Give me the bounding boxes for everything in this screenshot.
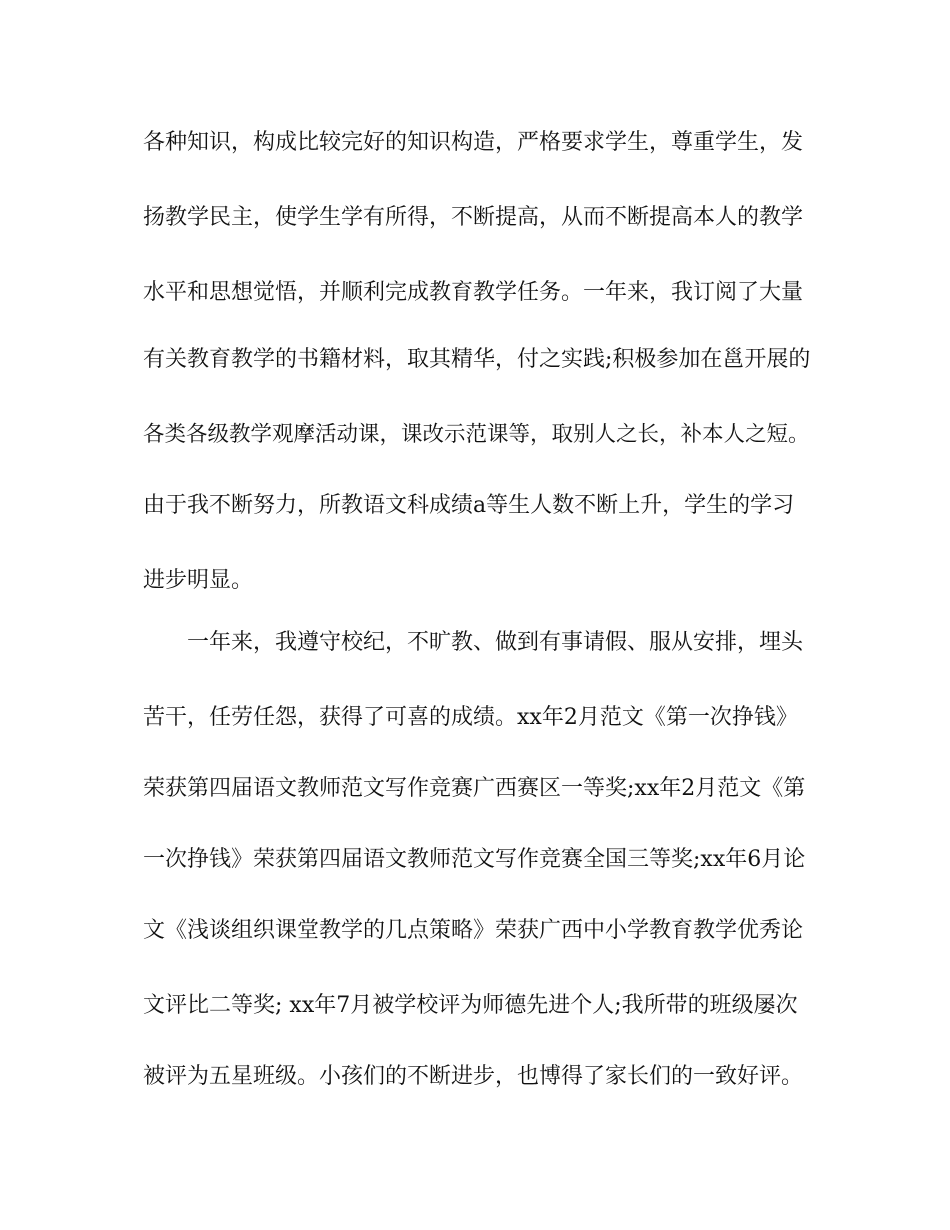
paragraph-1-line-3: 水平和思想觉悟，并顺利完成教育教学任务。一年来，我订阅了大量 [143,280,804,305]
paragraph-1-line-5: 各类各级教学观摩活动课，课改示范课等，取别人之长，补本人之短。 [143,422,810,447]
paragraph-2-line-2: 苦干，任劳任怨，获得了可喜的成绩。xx年2月范文《第一次挣钱》 [143,705,798,730]
paragraph-1-line-7: 进步明显。 [143,568,254,593]
paragraph-2-line-5: 文《浅谈组织课堂教学的几点策略》荣获广西中小学教育教学优秀论 [143,918,804,943]
paragraph-1-line-6: 由于我不断努力，所教语文科成绩a等生人数不断上升，学生的学习 [143,493,795,518]
paragraph-1-line-2: 扬教学民主，使学生学有所得，不断提高，从而不断提高本人的教学 [143,205,804,230]
paragraph-2-line-3: 荣获第四届语文教师范文写作竞赛广西赛区一等奖;xx年2月范文《第 [143,776,806,801]
paragraph-2-line-1: 一年来，我遵守校纪，不旷教、做到有事请假、服从安排，埋头 [187,630,804,655]
paragraph-2-line-6: 文评比二等奖; xx年7月被学校评为师德先进个人;我所带的班级屡次 [143,993,798,1018]
paragraph-2-line-7: 被评为五星班级。小孩们的不断进步，也博得了家长们的一致好评。 [143,1064,804,1089]
paragraph-2-line-4: 一次挣钱》荣获第四届语文教师范文写作竞赛全国三等奖;xx年6月论 [143,847,806,872]
paragraph-1-line-1: 各种知识，构成比较完好的知识构造，严格要求学生，尊重学生，发 [143,130,804,155]
paragraph-1-line-4: 有关教育教学的书籍材料，取其精华，付之实践;积极参加在邕开展的 [143,347,811,372]
